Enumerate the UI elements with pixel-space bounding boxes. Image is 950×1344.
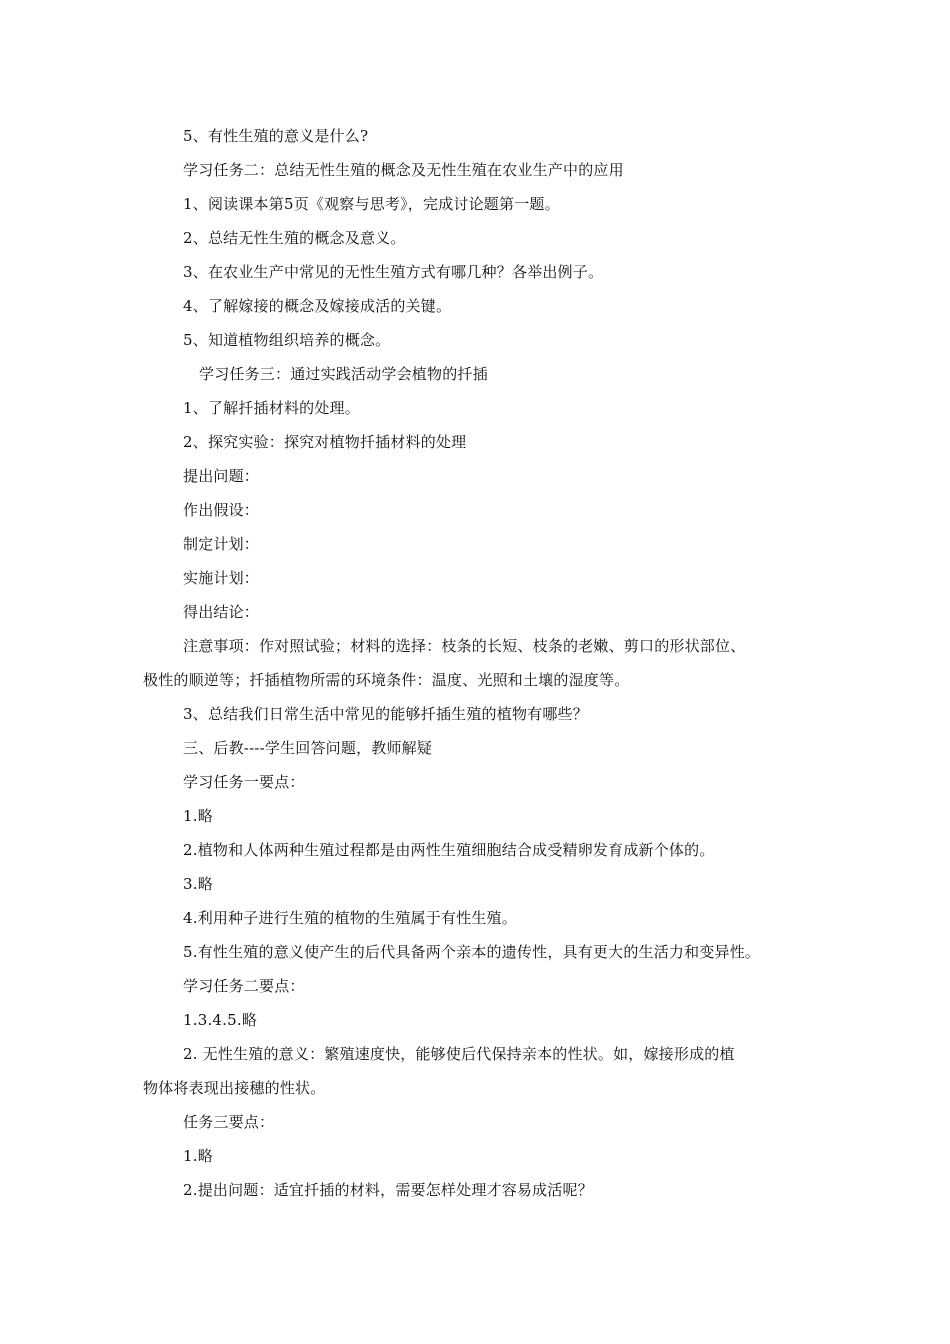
- text-line: 4.利用种子进行生殖的植物的生殖属于有性生殖。: [183, 909, 517, 927]
- text-line: 1、阅读课本第5页《观察与思考》，完成讨论题第一题。: [183, 195, 560, 213]
- text-line: 5、知道植物组织培养的概念。: [183, 331, 391, 349]
- text-line: 1.略: [183, 1147, 213, 1165]
- text-line: 制定计划：: [183, 535, 260, 553]
- text-line: 极性的顺逆等；扦插植物所需的环境条件：温度、光照和土壤的湿度等。: [143, 671, 630, 689]
- text-line: 任务三要点：: [183, 1113, 275, 1131]
- text-line: 1.略: [183, 807, 213, 825]
- text-line: 2、总结无性生殖的概念及意义。: [183, 229, 406, 247]
- text-line: 3.略: [183, 875, 213, 893]
- text-line: 3、在农业生产中常见的无性生殖方式有哪几种？各举出例子。: [183, 263, 604, 281]
- text-line: 提出问题：: [183, 467, 260, 485]
- text-line: 实施计划：: [183, 569, 260, 587]
- text-line: 5、有性生殖的意义是什么?: [183, 127, 369, 145]
- text-line: 5.有性生殖的意义使产生的后代具备两个亲本的遗传性，具有更大的生活力和变异性。: [183, 943, 761, 961]
- text-line: 物体将表现出接穗的性状。: [143, 1079, 326, 1097]
- text-line: 学习任务一要点：: [183, 773, 305, 791]
- section-heading: 三、后教----学生回答问题，教师解疑: [183, 739, 433, 757]
- text-line: 注意事项：作对照试验；材料的选择：枝条的长短、枝条的老嫩、剪口的形状部位、: [183, 637, 746, 655]
- text-line: 作出假设：: [183, 501, 260, 519]
- text-line: 2、探究实验：探究对植物扦插材料的处理: [183, 433, 467, 451]
- text-line: 得出结论：: [183, 603, 260, 621]
- text-line: 1、了解扦插材料的处理。: [183, 399, 360, 417]
- text-line: 3、总结我们日常生活中常见的能够扦插生殖的植物有哪些？: [183, 705, 588, 723]
- text-line: 学习任务二要点：: [183, 977, 305, 995]
- text-line: 2.植物和人体两种生殖过程都是由两性生殖细胞结合成受精卵发育成新个体的。: [183, 841, 715, 859]
- text-line: 2.提出问题：适宜扦插的材料，需要怎样处理才容易成活呢？: [183, 1181, 593, 1199]
- text-line: 4、了解嫁接的概念及嫁接成活的关键。: [183, 297, 452, 315]
- text-line: 1.3.4.5.略: [183, 1011, 258, 1029]
- section-heading: 学习任务三：通过实践活动学会植物的扦插: [199, 365, 488, 383]
- section-heading: 学习任务二：总结无性生殖的概念及无性生殖在农业生产中的应用: [183, 161, 624, 179]
- text-line: 2. 无性生殖的意义：繁殖速度快，能够使后代保持亲本的性状。如，嫁接形成的植: [183, 1045, 735, 1063]
